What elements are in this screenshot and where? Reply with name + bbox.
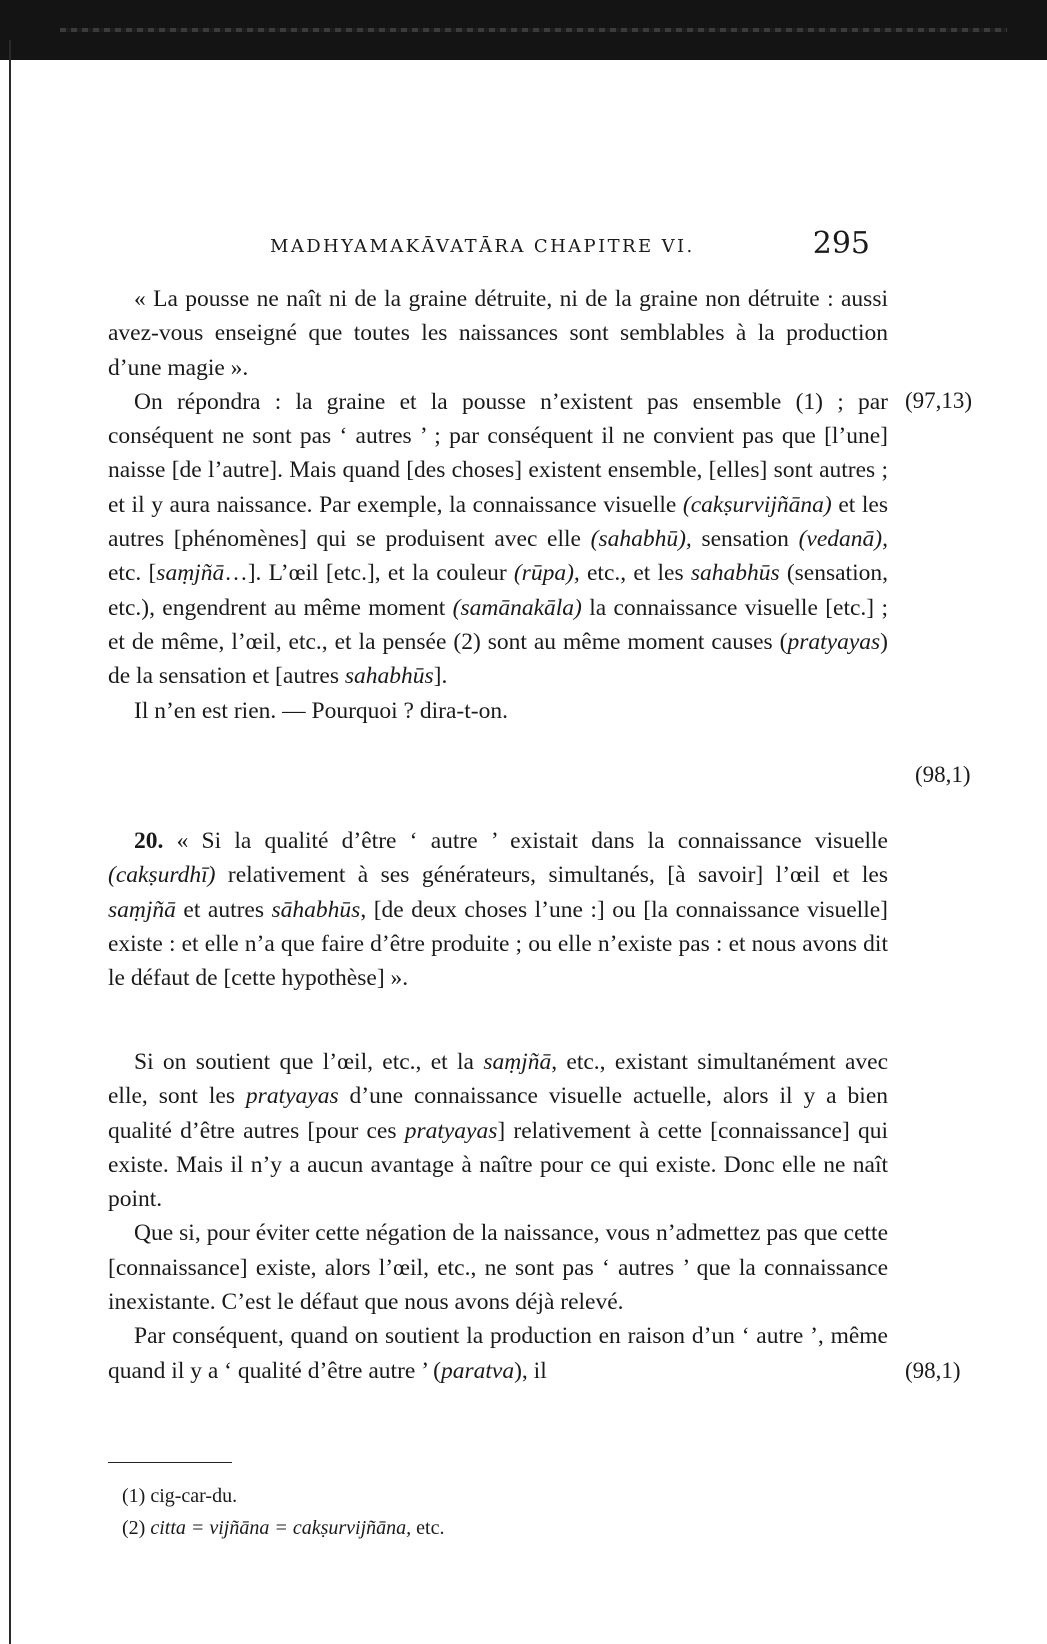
margin-ref-98-1-second: (98,1): [905, 1358, 961, 1383]
page-header: [270, 226, 870, 268]
paragraph-verse-20: 20. « Si la qualité d’être ‘ autre ’ existait dans la connaissance visuelle (cakṣurdhī) relativement à ses générateurs, simultanés, [à savoir] l’œil et les saṃjñā et autres sāhabhūs, [de deux choses l’une :] ou [la connaissance visuelle] existe : et elle n’a que faire d’être produite ; ou elle n’existe pas : et nous avons dit le défaut de [cette hypothèse] ».: [108, 828, 888, 992]
paragraph-reply: On répondra : la graine et la pousse n’existent pas ensemble (1) ; par conséquent ne sont pas ‘ autres ’ ; par conséquent il ne convient pas que [l’une] naisse [de l’autre]. Mais quand [des choses] existent ensemble, [elles] sont autres ; et il y aura naissance. Par exemple, la connaissance visuelle (cakṣurvijñāna) et les autres [phénomènes] qui se produisent avec elle (sahabhū), sensation (vedanā), etc. [saṃjñā…]. L’œil [etc.], et la couleur (rūpa), etc., et les sahabhūs (sensation, etc.), engendrent au même moment (samānakāla) la connaissance visuelle [etc.] ; et de même, l’œil, etc., et la pensée (2) sont au même moment causes (pratyayas) de la sensation et [autres sahabhūs].: [108, 388, 888, 690]
margin-ref-97-13: (97,13): [905, 388, 973, 413]
paragraph-commentary-3: Par conséquent, quand on soutient la production en raison d’un ‘ autre ’, même quand il y a ‘ qualité d’être autre ’ (paratva), il: [108, 1323, 888, 1384]
text-block-verse-20: [108, 824, 888, 995]
footnote-rule: [108, 1462, 232, 1463]
footnote-1: (1) cig-car-du.: [122, 1485, 238, 1507]
scan-left-edge: [0, 40, 11, 1644]
margin-ref-98-1: (98,1): [915, 762, 971, 787]
paragraph-commentary-1: Si on soutient que l’œil, etc., et la saṃjñā, etc., existant simultanément avec elle, sont les pratyayas d’une connaissance visuelle actuelle, alors il y a bien qualité d’être autres [pour ces pratyayas] relativement à cette [connaissance] qui existe. Mais il n’y a aucun avantage à naître pour ce qui existe. Donc elle ne naît point.: [108, 1049, 889, 1213]
paragraph-commentary-2: Que si, pour éviter cette négation de la naissance, vous n’admettez pas que cette [connaissance] existe, alors l’œil, etc., ne sont pas ‘ autres ’ que la connaissance inexistante. C’est le défaut que nous avons déjà relevé.: [108, 1220, 888, 1316]
page-number: 295: [812, 226, 870, 261]
running-title: MADHYAMAKĀVATĀRA CHAPITRE VI.: [270, 236, 695, 257]
footnotes: [122, 1480, 822, 1544]
paragraph-objection: Il n’en est rien. — Pourquoi ? dira-t-on.: [134, 697, 508, 724]
paragraph-opening-quote: « La pousse ne naît ni de la graine détruite, ni de la graine non détruite : aussi avez-vous enseigné que toutes les naissances sont semblables à la production d’une magie ».: [108, 286, 888, 381]
verse-number: 20.: [134, 828, 164, 854]
text-block-commentary: [108, 1045, 888, 1388]
scan-top-bar: [0, 0, 1047, 60]
footnote-2: (2) citta = vijñāna = cakṣurvijñāna, etc.: [122, 1517, 445, 1539]
text-block-1: [108, 282, 888, 728]
